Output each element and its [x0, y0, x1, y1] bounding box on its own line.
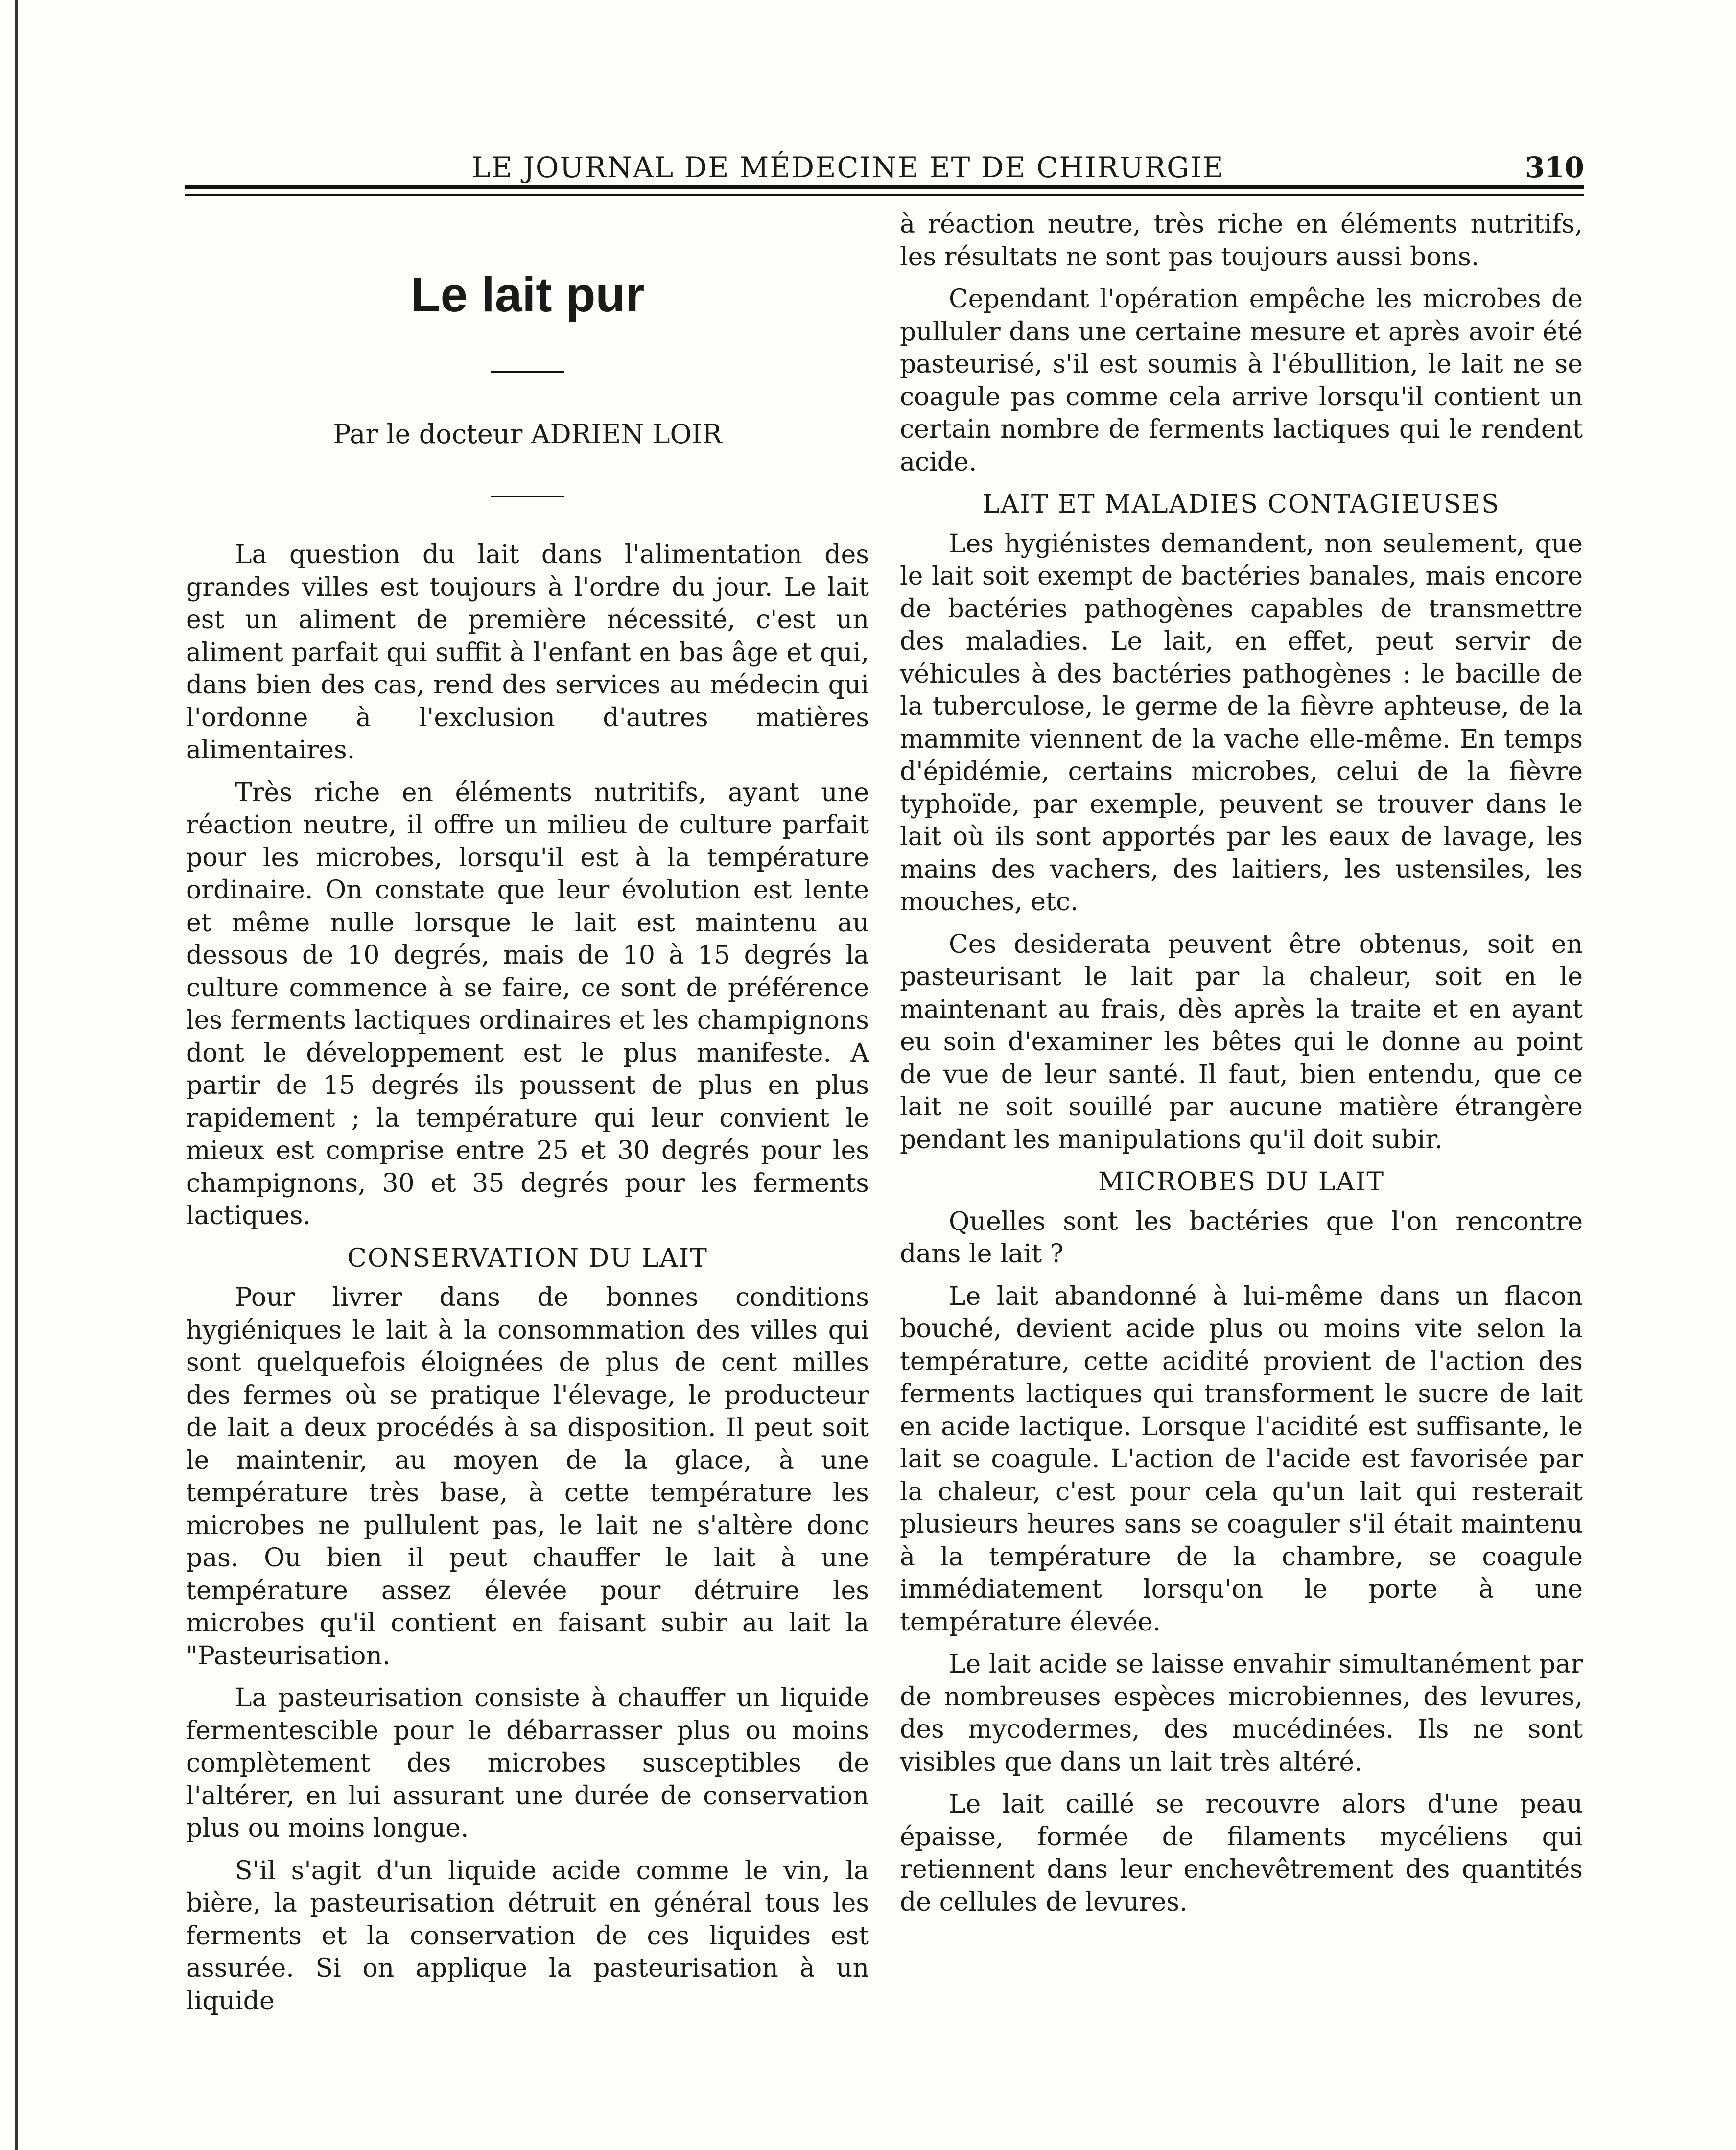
page-header	[185, 151, 1584, 185]
paragraph: S'il s'agit d'un liquide acide comme le vin, la bière, la pasteurisation détruit en général tous les ferments et la conservation de ces liquides est assurée. Si on applique la pasteurisation à un liquide	[186, 1856, 869, 2016]
paragraph: Cependant l'opération empêche les microbes de pulluler dans une certaine mesure et après avoir été pasteurisé, s'il est soumis à l'ébullition, le lait ne se coagule pas comme cela arrive lorsqu'il contient un certain nombre de ferments lactiques qui le rendent acide.	[900, 284, 1583, 477]
paragraph: La pasteurisation consiste à chauffer un liquide fermentescible pour le débarrasser plus ou moins complètement des microbes susceptibles de l'altérer, en lui assurant une durée de conservation plus ou moins longue.	[186, 1683, 869, 1843]
header-rule-thick	[185, 185, 1584, 189]
byline-divider	[491, 496, 564, 497]
article-title: Le lait pur	[410, 267, 645, 322]
binding-edge	[15, 0, 18, 2150]
paragraph: Le lait caillé se recouvre alors d'une peau épaisse, formée de filaments mycéliens qui retiennent dans leur enchevêtrement des quantités de cellules de levures.	[900, 1790, 1583, 1917]
paragraph: Pour livrer dans de bonnes conditions hygiéniques le lait à la consommation des villes qui sont quelquefois éloignées de plus de cent milles des fermes où se pratique l'élevage, le producteur de lait a deux procédés à sa disposition. Il peut soit le maintenir, au moyen de la glace, à une température très base, à cette température les microbes ne pullulent pas, le lait ne s'altère donc pas. Ou bien il peut chauffer le lait à une température assez élevée pour détruire les microbes qu'il contient en faisant subir au lait la "Pasteurisation.	[186, 1283, 869, 1671]
section-heading: CONSERVATION DU LAIT	[347, 1243, 708, 1273]
paragraph: La question du lait dans l'alimentation des grandes villes est toujours à l'ordre du jour. Le lait est un aliment de première nécessité, c'est un aliment parfait qui suffit à l'enfant en bas âge et qui, dans bien des cas, rend des services au médecin qui l'ordonne à l'exclusion d'autres matières alimentaires.	[186, 540, 869, 765]
running-title: LE JOURNAL DE MÉDECINE ET DE CHIRURGIE	[471, 151, 1224, 184]
left-column	[186, 539, 869, 2027]
page-number: 310	[1525, 151, 1584, 184]
paragraph: Très riche en éléments nutritifs, ayant une réaction neutre, il offre un milieu de culture parfait pour les microbes, lorsqu'il est à la température ordinaire. On constate que leur évolution est lente et même nulle lorsque le lait est maintenu au dessous de 10 degrés, mais de 10 à 15 degrés la culture commence à se faire, ce sont de préférence les ferments lactiques ordinaires et les champignons dont le développement est le plus manifeste. A partir de 15 degrés ils poussent de plus en plus rapidement ; la température qui leur convient le mieux est comprise entre 25 et 30 degrés pour les champignons, 30 et 35 degrés pour les ferments lactiques.	[186, 778, 869, 1230]
paragraph: Le lait abandonné à lui-même dans un flacon bouché, devient acide plus ou moins vite selon la température, cette acidité provient de l'action des ferments lactiques qui transforment le sucre de lait en acide lactique. Lorsque l'acidité est suffisante, le lait se coagule. L'action de l'acide est favorisée par la chaleur, c'est pour cela qu'un lait qui resterait plusieurs heures sans se coaguler s'il était maintenu à la température de la chambre, se coagule immédiatement lorsqu'on le porte à une température élevée.	[900, 1281, 1583, 1637]
paragraph: Quelles sont les bactéries que l'on rencontre dans le lait ?	[900, 1206, 1583, 1269]
title-divider	[491, 371, 564, 373]
header-rule-thin	[185, 194, 1584, 196]
paragraph: Les hygiénistes demandent, non seulement, que le lait soit exempt de bactéries banales, mais encore de bactéries pathogènes capables de transmettre des maladies. Le lait, en effet, peut servir de véhicules à des bactéries pathogènes : le bacille de la tuberculose, le germe de la fièvre aphteuse, de la mammite viennent de la vache elle-même. En temps d'épidémie, certains microbes, celui de la fièvre typhoïde, par exemple, peuvent se trouver dans le lait où ils sont apportés par les eaux de lavage, les mains des vachers, des laitiers, les ustensiles, les mouches, etc.	[900, 529, 1583, 917]
right-column	[900, 208, 1583, 1928]
paragraph: Le lait acide se laisse envahir simultanément par de nombreuses espèces microbiennes, des levures, des mycodermes, des mucédinées. Ils ne sont visibles que dans un lait très altéré.	[900, 1650, 1583, 1777]
byline: Par le docteur ADRIEN LOIR	[333, 419, 722, 449]
section-heading: MICROBES DU LAIT	[1098, 1167, 1385, 1197]
paragraph: à réaction neutre, très riche en éléments nutritifs, les résultats ne sont pas toujours aussi bons.	[900, 210, 1583, 272]
section-heading: LAIT ET MALADIES CONTAGIEUSES	[983, 490, 1500, 519]
paragraph: Ces desiderata peuvent être obtenus, soit en pasteurisant le lait par la chaleur, soit en le maintenant au frais, dès après la traite et en ayant eu soin d'examiner les bêtes qui le donne au point de vue de leur santé. Il faut, bien entendu, que ce lait ne soit souillé par aucune matière étrangère pendant les manipulations qu'il doit subir.	[900, 929, 1583, 1155]
